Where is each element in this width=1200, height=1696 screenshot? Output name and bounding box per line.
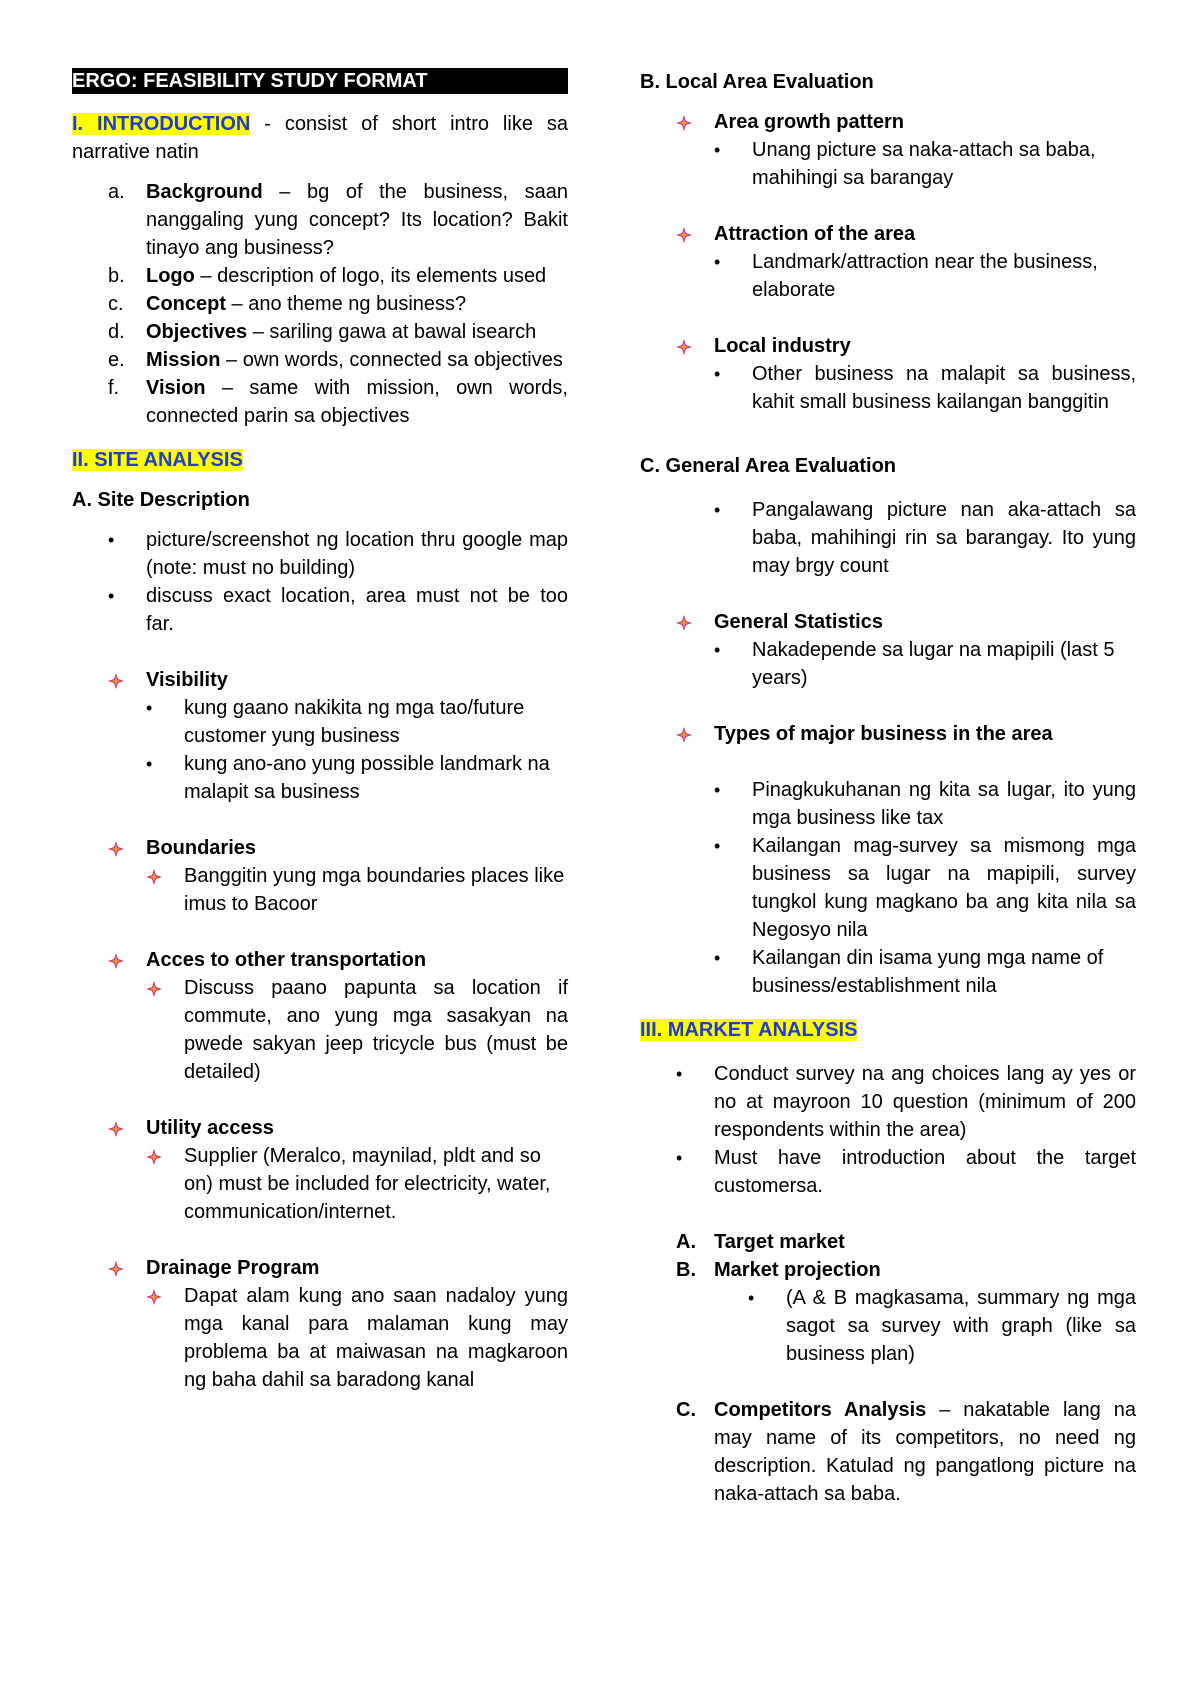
list-item: Dapat alam kung ano saan nadaloy yung mga kanal para malaman kung may problema ba at maiwasan na magkaroon ng baha dahil sa baradong kanal [72,1282,568,1394]
list-item: • Conduct survey na ang choices lang ay yes or no at mayroon 10 question (minimum of 200 respondents within the area) [676,1063,1136,1141]
list-item: • Kailangan mag-survey sa mismong mga business sa lugar na mapipili, survey tungkol kung magkano ba ang kita nila sa Negosyo nila [714,835,1136,941]
arrow-bullet-icon [108,1121,124,1137]
arrow-bullet-icon [146,869,162,885]
list-item: • (A & B magkasama, summary ng mga sagot sa survey with graph (like sa business plan) [748,1287,1136,1365]
list-item: • discuss exact location, area must not be too far. [108,585,568,635]
attraction-heading: Attraction of the area [640,220,1136,248]
list-item: • Kailangan din isama yung mga name of business/establishment nila [714,947,1104,997]
intro-list [72,178,568,430]
list-item: • kung gaano nakikita ng mga tao/future customer yung business [146,697,525,747]
list-item: d. Objectives – sariling gawa at bawal isearch [108,321,537,343]
access-heading: Acces to other transportation [72,946,568,974]
arrow-bullet-icon [676,615,692,631]
list-item: • Must have introduction about the target customersa. [676,1147,1136,1197]
arrow-bullet-icon [676,227,692,243]
arrow-bullet-icon [676,339,692,355]
local-heading: B. Local Area Evaluation [640,71,874,93]
stats-heading: General Statistics [640,608,1136,636]
arrow-bullet-icon [108,1261,124,1277]
site-heading: II. SITE ANALYSIS [72,449,243,471]
arrow-bullet-icon [676,727,692,743]
list-item: • kung ano-ano yung possible landmark na malapit sa business [146,753,550,803]
left-column [72,68,568,1394]
arrow-bullet-icon [146,1289,162,1305]
list-item: • Unang picture sa naka-attach sa baba, mahihingi sa barangay [714,139,1096,189]
arrow-bullet-icon [108,673,124,689]
list-item: B. Market projection [676,1259,881,1281]
list-item: Discuss paano papunta sa location if commute, ano yung mga sasakyan na pwede sakyan jeep tricycle bus (must be detailed) [72,974,568,1086]
arrow-bullet-icon [676,115,692,131]
utility-heading: Utility access [72,1114,568,1142]
drainage-heading: Drainage Program [72,1254,568,1282]
list-item: e. Mission – own words, connected sa objectives [108,349,563,371]
general-heading: C. General Area Evaluation [640,455,897,477]
arrow-bullet-icon [108,841,124,857]
list-item: • Other business na malapit sa business, kahit small business kailangan banggitin [714,363,1136,413]
right-column [640,68,1136,1508]
growth-heading: Area growth pattern [640,108,1136,136]
industry-heading: Local industry [640,332,1136,360]
list-item: Banggitin yung mga boundaries places like imus to Bacoor [72,862,568,918]
list-item: b. Logo – description of logo, its elements used [108,265,547,287]
arrow-bullet-icon [146,981,162,997]
list-item: f. Vision – same with mission, own words, connected parin sa objectives [108,377,568,427]
list-item: • Pangalawang picture nan aka-attach sa baba, mahihingi rin sa barangay. Ito yung may brgy count [714,499,1136,577]
list-item: • Landmark/attraction near the business, elaborate [714,251,1098,301]
intro-heading: I. INTRODUCTION [72,113,251,135]
intro-paragraph [72,110,568,166]
list-item: • picture/screenshot ng location thru google map (note: must no building) [108,529,568,579]
document-title: ERGO: FEASIBILITY STUDY FORMAT [72,68,568,94]
intro-desc: - consist of short intro like sa narrative natin [72,113,568,163]
list-item: A. Target market [676,1231,845,1253]
arrow-bullet-icon [146,1149,162,1165]
types-heading: Types of major business in the area [640,720,1136,748]
site-desc-heading: A. Site Description [72,489,250,511]
boundaries-heading: Boundaries [72,834,568,862]
arrow-bullet-icon [108,953,124,969]
list-item: a. Background – bg of the business, saan nanggaling yung concept? Its location? Bakit tinayo ang business? [108,181,568,259]
list-item: Supplier (Meralco, maynilad, pldt and so on) must be included for electricity, water, communication/internet. [72,1142,568,1226]
visibility-heading: Visibility [72,666,568,694]
market-heading: III. MARKET ANALYSIS [640,1019,858,1041]
list-item: C. Competitors Analysis – nakatable lang na may name of its competitors, no need ng description. Katulad ng pangatlong picture na naka-attach sa baba. [676,1399,1136,1505]
list-item: c. Concept – ano theme ng business? [108,293,467,315]
list-item: • Pinagkukuhanan ng kita sa lugar, ito yung mga business like tax [714,779,1136,829]
list-item: • Nakadepende sa lugar na mapipili (last 5 years) [714,639,1115,689]
